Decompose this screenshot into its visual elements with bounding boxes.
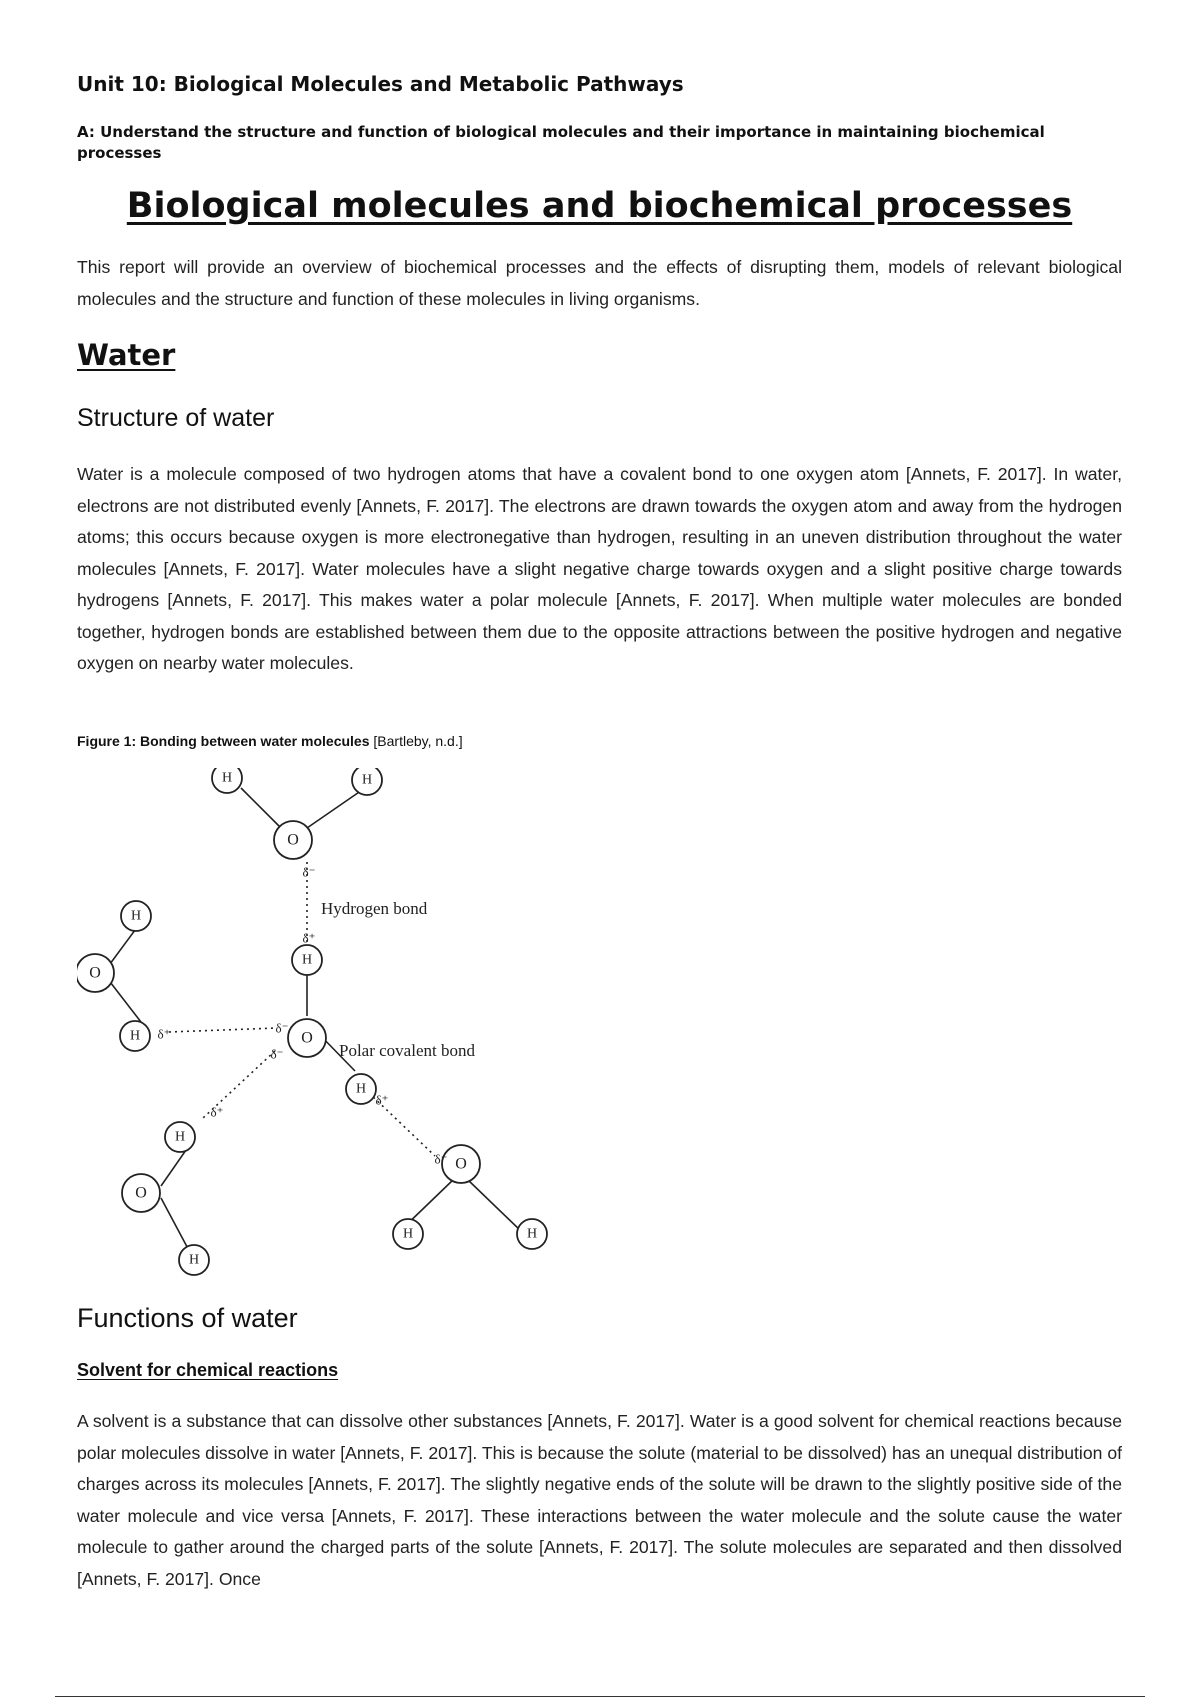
figure-caption xyxy=(77,733,463,749)
water-heading: Water xyxy=(77,338,176,372)
delta-minus-label: δ⁻ xyxy=(270,1046,284,1062)
functions-of-water-heading: Functions of water xyxy=(77,1303,298,1333)
hydrogen-symbol: H xyxy=(130,908,142,924)
oxygen-symbol: O xyxy=(135,1184,147,1202)
oxygen-symbol: O xyxy=(301,1029,313,1047)
delta-minus-label: δ⁻ xyxy=(302,864,316,880)
main-heading: Biological molecules and biochemical processes xyxy=(126,186,1073,226)
hydrogen-symbol: H xyxy=(221,770,233,786)
solvent-paragraph: A solvent is a substance that can dissolve other substances [Annets, F. 2017]. Water is a good solvent for chemical reactions because polar molecules dissolve in water [Annets, F. 2017]. This is because the solute (material to be dissolved) has an unequal distribution of charges across its molecules [Annets, F. 2017]. The slightly negative ends of the solute will be drawn to the slightly positive side of the water molecule and vice versa [Annets, F. 2017]. These interactions between the water molecule and the solute cause the water molecule to gather around the charged parts of the solute [Annets, F. 2017]. The solute molecules are separated and then dissolved [Annets, F. 2017]. Once xyxy=(77,1411,1122,1589)
hydrogen-symbol: H xyxy=(174,1129,186,1145)
hydrogen-symbol: H xyxy=(402,1226,414,1242)
covalent-bond xyxy=(307,788,365,828)
covalent-bond xyxy=(107,978,141,1022)
learning-aim: A: Understand the structure and function of biological molecules and their importance in maintaining biochemical processes xyxy=(77,123,1045,162)
oxygen-symbol: O xyxy=(89,964,101,982)
structure-of-water-heading: Structure of water xyxy=(77,404,275,432)
hydrogen-bond-line xyxy=(169,1028,277,1032)
oxygen-symbol: O xyxy=(287,831,299,849)
footer-rule xyxy=(55,1696,1145,1697)
delta-plus-label: δ⁺ xyxy=(302,930,316,946)
hydrogen-symbol: H xyxy=(361,772,373,788)
covalent-bond xyxy=(467,1179,522,1232)
delta-plus-label: δ⁺ xyxy=(157,1026,171,1042)
figure-caption-title: Figure 1: Bonding between water molecules xyxy=(77,733,370,749)
solvent-heading: Solvent for chemical reactions xyxy=(77,1360,339,1380)
unit-title: Unit 10: Biological Molecules and Metabolic Pathways xyxy=(77,72,684,96)
oxygen-symbol: O xyxy=(455,1155,467,1173)
delta-minus-label: δ⁻ xyxy=(434,1151,448,1167)
hydrogen-symbol: H xyxy=(188,1252,200,1268)
intro-paragraph: This report will provide an overview of biochemical processes and the effects of disrupting them, models of relevant biological molecules and the structure and function of these molecules in living organisms. xyxy=(77,257,1122,309)
hydrogen-symbol: H xyxy=(355,1081,367,1097)
delta-plus-label: δ⁺ xyxy=(210,1104,224,1120)
delta-minus-label: δ⁻ xyxy=(275,1020,289,1036)
covalent-bond xyxy=(241,788,281,828)
hydrogen-symbol: H xyxy=(526,1226,538,1242)
figure-caption-source: [Bartleby, n.d.] xyxy=(373,733,463,749)
polar-covalent-bond-label: Polar covalent bond xyxy=(339,1041,475,1060)
hydrogen-symbol: H xyxy=(129,1028,141,1044)
delta-plus-label: δ⁺ xyxy=(375,1092,389,1108)
hydrogen-bond-label: Hydrogen bond xyxy=(321,899,428,918)
hydrogen-symbol: H xyxy=(301,952,313,968)
water-bonding-diagram xyxy=(77,768,597,1288)
structure-paragraph: Water is a molecule composed of two hydrogen atoms that have a covalent bond to one oxygen atom [Annets, F. 2017]. In water, electrons are not distributed evenly [Annets, F. 2017]. The electrons are drawn towards the oxygen atom and away from the hydrogen atoms; this occurs because oxygen is more electronegative than hydrogen, resulting in an uneven distribution throughout the water molecules [Annets, F. 2017]. Water molecules have a slight negative charge towards oxygen and a slight positive charge towards hydrogens [Annets, F. 2017]. This makes water a polar molecule [Annets, F. 2017]. When multiple water molecules are bonded together, hydrogen bonds are established between them due to the opposite attractions between the positive hydrogen and negative oxygen on nearby water molecules. xyxy=(77,464,1122,673)
